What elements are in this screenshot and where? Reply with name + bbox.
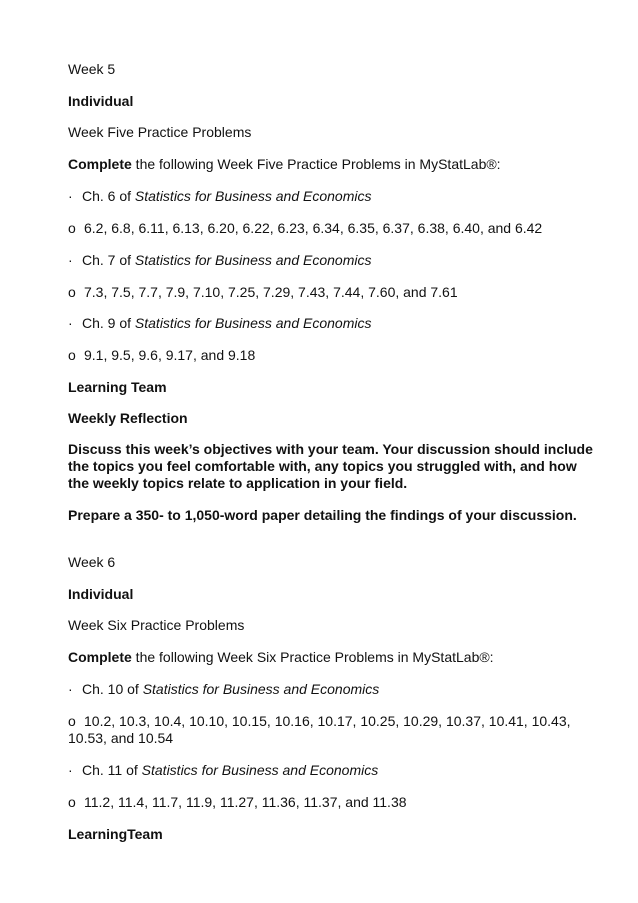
bullet-dot: · [68,252,73,268]
week5-chapter6-item [68,188,596,205]
bullet-dot: · [68,762,73,778]
book-title: Statistics for Business and Economics [134,315,372,331]
week5-complete-instruction [68,156,596,173]
sub-bullet: o [68,794,76,810]
book-title: Statistics for Business and Economics [134,188,372,204]
problem-list: 11.2, 11.4, 11.7, 11.9, 11.27, 11.36, 11.37, and 11.38 [84,794,407,810]
bullet-dot: · [68,315,73,331]
week5-chapter7-item [68,252,596,269]
complete-rest: the following Week Six Practice Problems in MyStatLab®: [131,649,494,665]
book-title: Statistics for Business and Economics [134,252,372,268]
complete-bold: Complete [68,649,132,665]
chapter-prefix: Ch. 9 of [82,315,135,331]
problem-list: 10.2, 10.3, 10.4, 10.10, 10.15, 10.16, 10.17, 10.25, 10.29, 10.37, 10.41, 10.43, 10.53, and 10.54 [68,713,571,746]
week5-chapter9-item [68,315,596,332]
bullet-dot: · [68,188,73,204]
week6-chapter10-item [68,681,596,698]
sub-bullet: o [68,284,76,300]
week5-individual-heading: Individual [68,93,134,109]
week6-learning-team-heading: LearningTeam [68,826,163,842]
problem-list: 9.1, 9.5, 9.6, 9.17, and 9.18 [84,347,256,363]
sub-bullet: o [68,713,76,729]
week5-prepare-paragraph: Prepare a 350- to 1,050-word paper detailing the findings of your discussion. [68,507,577,523]
sub-bullet: o [68,220,76,236]
week5-heading: Week 5 [68,61,116,77]
week5-assignment-title: Week Five Practice Problems [68,124,252,140]
week6-complete-instruction [68,649,596,666]
week6-assignment-title: Week Six Practice Problems [68,617,245,633]
complete-rest: the following Week Five Practice Problems in MyStatLab®: [131,156,501,172]
week5-learning-team-heading: Learning Team [68,379,167,395]
complete-bold: Complete [68,156,132,172]
week5-weekly-reflection-heading: Weekly Reflection [68,410,188,426]
problem-list: 7.3, 7.5, 7.7, 7.9, 7.10, 7.25, 7.29, 7.43, 7.44, 7.60, and 7.61 [84,284,458,300]
week6-chapter11-problems [68,794,596,811]
week5-chapter6-problems [68,220,596,237]
sub-bullet: o [68,347,76,363]
chapter-prefix: Ch. 7 of [82,252,135,268]
week5-discuss-paragraph: Discuss this week’s objectives with your team. Your discussion should include the topics you feel comfortable with, any topics you struggled with, and how the weekly topics relate to application in your field. [68,441,593,491]
week6-chapter10-problems [68,713,596,747]
book-title: Statistics for Business and Economics [141,762,379,778]
book-title: Statistics for Business and Economics [142,681,380,697]
chapter-prefix: Ch. 10 of [82,681,143,697]
chapter-prefix: Ch. 6 of [82,188,135,204]
bullet-dot: · [68,681,73,697]
week5-chapter9-problems [68,347,596,364]
week6-chapter11-item [68,762,596,779]
chapter-prefix: Ch. 11 of [82,762,142,778]
week6-heading: Week 6 [68,554,116,570]
problem-list: 6.2, 6.8, 6.11, 6.13, 6.20, 6.22, 6.23, 6.34, 6.35, 6.37, 6.38, 6.40, and 6.42 [84,220,543,236]
week5-chapter7-problems [68,284,596,301]
week6-individual-heading: Individual [68,586,134,602]
